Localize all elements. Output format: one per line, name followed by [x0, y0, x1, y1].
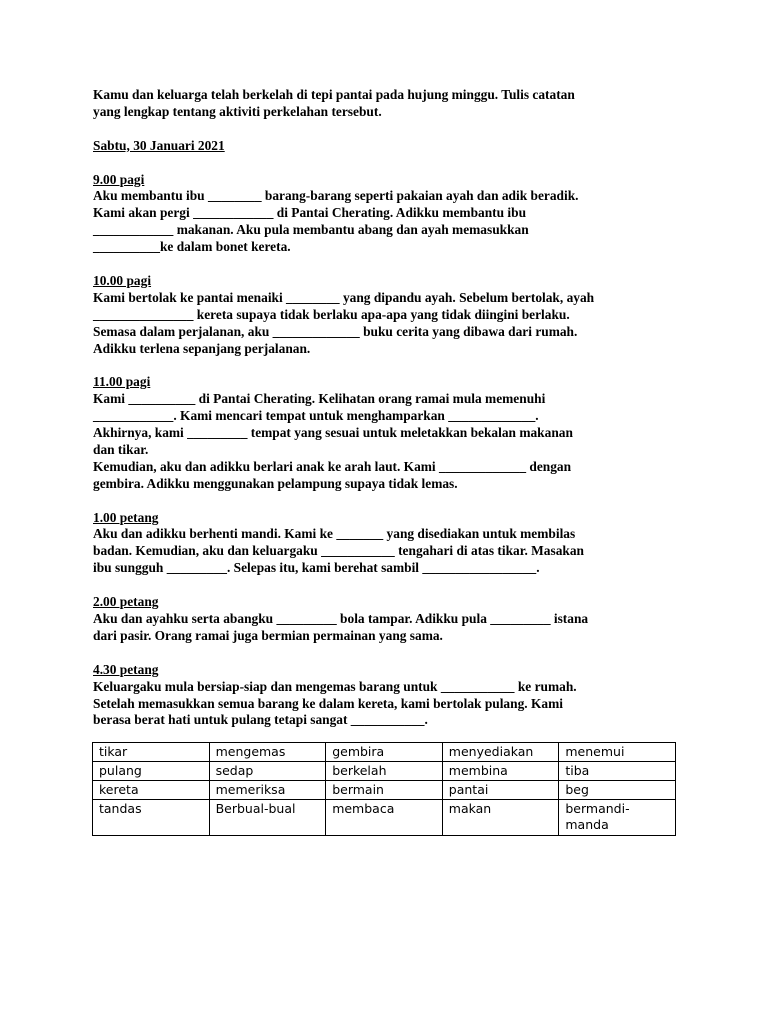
table-cell: beg — [559, 781, 676, 800]
table-cell: menyediakan — [442, 743, 559, 762]
table-row — [93, 743, 676, 762]
section-line: Adikku terlena sepanjang perjalanan. — [93, 340, 311, 356]
section-time-0: 9.00 pagi — [93, 171, 145, 187]
table-cell: pulang — [93, 762, 210, 781]
table-row — [93, 762, 676, 781]
table-cell: sedap — [209, 762, 326, 781]
table-cell: Berbual-bual — [209, 800, 326, 836]
date-heading: Sabtu, 30 Januari 2021 — [93, 137, 225, 153]
worksheet-content — [93, 87, 693, 729]
table-cell: mengemas — [209, 743, 326, 762]
section-line: berasa berat hati untuk pulang tetapi sangat ___________. — [93, 712, 428, 728]
section-line: Kami bertolak ke pantai menaiki ________ yang dipandu ayah. Sebelum bertolak, ayah — [93, 289, 595, 305]
section-line: Aku dan adikku berhenti mandi. Kami ke _______ yang disediakan untuk membilas — [93, 526, 576, 542]
instruction-line: Kamu dan keluarga telah berkelah di tepi pantai pada hujung minggu. Tulis catatan — [93, 87, 575, 102]
section-line: Keluargaku mula bersiap-siap dan mengemas barang untuk ___________ ke rumah. — [93, 678, 577, 694]
section-line: badan. Kemudian, aku dan keluargaku ___________ tengahari di atas tikar. Masakan — [93, 543, 584, 559]
section-line: Aku dan ayahku serta abangku _________ bola tampar. Adikku pula _________ istana — [93, 611, 589, 626]
table-cell: menemui — [559, 743, 676, 762]
table-cell: memeriksa — [209, 781, 326, 800]
instruction-line: yang lengkap tentang aktiviti perkelahan tersebut. — [93, 103, 382, 119]
section-line: _______________ kereta supaya tidak berlaku apa-apa yang tidak diingini berlaku. — [93, 306, 570, 322]
table-cell: bermandi-manda — [559, 800, 676, 836]
table-cell: makan — [442, 800, 559, 836]
table-cell: tiba — [559, 762, 676, 781]
word-bank-table — [92, 742, 676, 836]
section-line: Semasa dalam perjalanan, aku _____________ buku cerita yang dibawa dari rumah. — [93, 323, 578, 339]
section-line: Kami akan pergi ____________ di Pantai Cherating. Adikku membantu ibu — [93, 205, 527, 221]
table-cell: gembira — [326, 743, 443, 762]
table-cell: tikar — [93, 743, 210, 762]
table-cell: berkelah — [326, 762, 443, 781]
section-time-1: 10.00 pagi — [93, 272, 152, 288]
section-time-2: 11.00 pagi — [93, 374, 151, 390]
table-row — [93, 800, 676, 836]
section-time-4: 2.00 petang — [93, 594, 159, 610]
section-line: Kami __________ di Pantai Cherating. Kelihatan orang ramai mula memenuhi — [93, 391, 546, 407]
section-line: Kemudian, aku dan adikku berlari anak ke arah laut. Kami _____________ dengan — [93, 458, 572, 474]
table-cell: membina — [442, 762, 559, 781]
table-cell: membaca — [326, 800, 443, 836]
section-line: Akhirnya, kami _________ tempat yang sesuai untuk meletakkan bekalan makanan — [93, 425, 573, 441]
section-time-5: 4.30 petang — [93, 661, 159, 677]
table-cell: kereta — [93, 781, 210, 800]
section-line: dari pasir. Orang ramai juga bermian permainan yang sama. — [93, 627, 443, 643]
section-line: ____________. Kami mencari tempat untuk menghamparkan _____________. — [93, 408, 539, 424]
section-line: ibu sungguh _________. Selepas itu, kami berehat sambil _________________. — [93, 560, 540, 576]
table-cell: pantai — [442, 781, 559, 800]
section-line: Setelah memasukkan semua barang ke dalam kereta, kami bertolak pulang. Kami — [93, 695, 563, 711]
section-line: dan tikar. — [93, 441, 149, 457]
table-row — [93, 781, 676, 800]
table-cell: tandas — [93, 800, 210, 836]
section-line: ____________ makanan. Aku pula membantu abang dan ayah memasukkan — [93, 222, 529, 238]
table-cell: bermain — [326, 781, 443, 800]
section-line: Aku membantu ibu ________ barang-barang seperti pakaian ayah dan adik beradik. — [93, 188, 579, 204]
section-line: gembira. Adikku menggunakan pelampung supaya tidak lemas. — [93, 475, 458, 491]
section-line: __________ke dalam bonet kereta. — [93, 239, 291, 255]
section-time-3: 1.00 petang — [93, 509, 159, 525]
